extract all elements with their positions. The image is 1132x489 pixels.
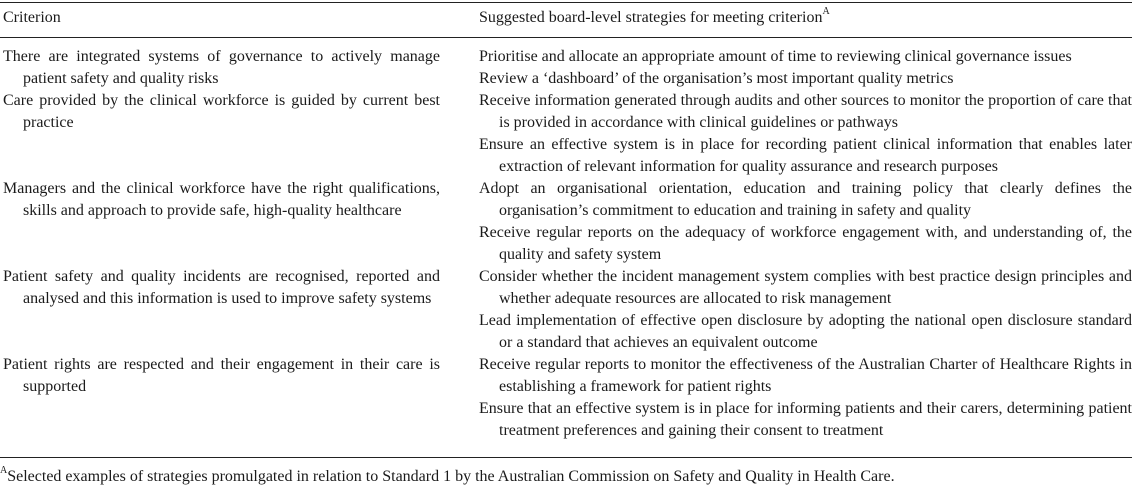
strategy-item: Receive information generated through audits and other sources to monitor the proportion of care that is provided in accordance with clinical guidelines or pathways bbox=[479, 92, 1132, 131]
strategy-item: Prioritise and allocate an appropriate amount of time to reviewing clinical governance issues bbox=[479, 48, 1072, 65]
criterion-text: Care provided by the clinical workforce is guided by current best practice bbox=[3, 92, 440, 131]
strategy-item: Ensure an effective system is in place for recording patient clinical information that enables later extraction of relevant information for quality assurance and research purposes bbox=[479, 136, 1132, 175]
header-criterion: Criterion bbox=[3, 9, 61, 26]
criterion-text: There are integrated systems of governance to actively manage patient safety and quality risks bbox=[3, 48, 440, 87]
strategy-item: Consider whether the incident management system complies with best practice design principles and whether adequate resources are allocated to risk management bbox=[479, 268, 1132, 307]
criterion-cell bbox=[0, 178, 440, 266]
strategy-item: Review a ‘dashboard’ of the organisation’s most important quality metrics bbox=[479, 70, 954, 87]
header-footnote-marker: A bbox=[822, 5, 830, 17]
strategy-item: Receive regular reports to monitor the effectiveness of the Australian Charter of Healthcare Rights in establishing a framework for patient rights bbox=[479, 356, 1132, 395]
criterion-cell bbox=[0, 46, 440, 90]
strategy-item: Lead implementation of effective open disclosure by adopting the national open disclosure standard or a standard that achieves an equivalent outcome bbox=[479, 312, 1132, 351]
table-top-rule bbox=[0, 2, 1132, 3]
footnote-marker: A bbox=[0, 464, 8, 476]
table-row bbox=[0, 266, 1132, 354]
strategies-cell bbox=[476, 178, 1132, 266]
table-row bbox=[0, 90, 1132, 178]
table-footnote bbox=[0, 466, 1132, 488]
strategy-item: Ensure that an effective system is in place for informing patients and their carers, determining patient treatment preferences and gaining their consent to treatment bbox=[479, 400, 1132, 439]
strategies-cell bbox=[476, 90, 1132, 178]
strategy-item: Receive regular reports on the adequacy of workforce engagement with, and understanding of, the quality and safety system bbox=[479, 224, 1132, 263]
strategies-cell bbox=[476, 266, 1132, 354]
criterion-text: Patient safety and quality incidents are recognised, reported and analysed and this information is used to improve safety systems bbox=[3, 268, 440, 307]
strategies-cell bbox=[476, 354, 1132, 442]
criterion-text: Patient rights are respected and their engagement in their care is supported bbox=[3, 356, 440, 395]
table-row bbox=[0, 354, 1132, 442]
criterion-text: Managers and the clinical workforce have the right qualifications, skills and approach to provide safe, high-quality healthcare bbox=[3, 180, 440, 219]
strategy-item: Adopt an organisational orientation, education and training policy that clearly defines the organisation’s commitment to education and training in safety and quality bbox=[479, 180, 1132, 219]
table-row bbox=[0, 178, 1132, 266]
criterion-cell bbox=[0, 90, 440, 178]
header-strategies-label: Suggested board-level strategies for meeting criterion bbox=[479, 9, 823, 26]
table-body bbox=[0, 46, 1132, 442]
footnote-text: Selected examples of strategies promulgated in relation to Standard 1 by the Australian Commission on Safety and Quality in Health Care. bbox=[7, 468, 895, 485]
table-bottom-rule bbox=[0, 457, 1132, 458]
strategies-cell bbox=[476, 46, 1132, 90]
header-strategies bbox=[479, 7, 830, 29]
table-row bbox=[0, 46, 1132, 90]
criterion-cell bbox=[0, 354, 440, 442]
table-header-row bbox=[0, 7, 1132, 31]
criterion-cell bbox=[0, 266, 440, 354]
table-header-rule bbox=[0, 37, 1132, 38]
